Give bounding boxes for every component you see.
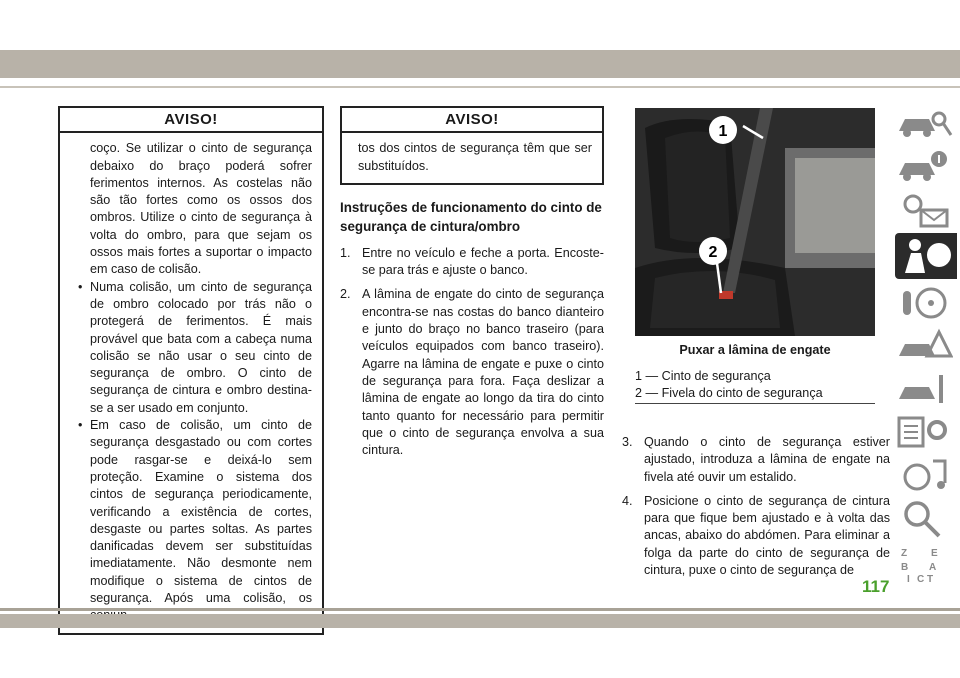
svg-text:I: I	[907, 574, 910, 585]
warning-continuation: coço. Se utilizar o cinto de segurança debaixo do braço poderá sofrer ferimentos internos. As costelas não são tão fortes como os ossos dos ombros. Utilize o cinto de segurança à volta do ombro, para que sejam os ossos mais fortes a suportar o impacto em caso de colisão.	[90, 141, 312, 277]
header-rule	[0, 86, 960, 88]
svg-text:B: B	[901, 562, 909, 573]
search-icon[interactable]	[895, 498, 953, 538]
car-key-icon[interactable]	[895, 105, 953, 145]
legend-item: 2 — Fivela do cinto de segurança	[635, 385, 823, 400]
svg-text:Z: Z	[901, 548, 908, 559]
svg-text:T: T	[927, 574, 934, 585]
step-item: 4. Posicione o cinto de segurança de cintura para que fique bem ajustado e à volta das ancas, abaixo do abdómen. Para eliminar a folga da parte do cinto de segurança de cintura, puxe o cinto de segurança de	[622, 493, 890, 578]
warning-text: tos dos cintos de segurança têm que ser substituídos.	[358, 141, 592, 173]
left-warning-box	[58, 106, 324, 635]
multimedia-icon[interactable]	[895, 455, 953, 495]
service-tools-icon[interactable]	[895, 369, 953, 409]
figure-legend	[635, 368, 875, 404]
legend-item: 1 — Cinto de segurança	[635, 369, 771, 383]
warning-bullet: • Em caso de colisão, um cinto de segurança desgastado ou com cortes pode rasgar-se e deixá-lo sem proteção. Examine o sistema dos cintos de segurança periodicamente, verificando a existência de cortes, desgaste ou partes soltas. As partes danificadas devem ser substituídas imediatamente. Não desmonte nem modifique o sistema de cintos de segurança. Após uma colisão, os	[78, 417, 312, 625]
figure-caption: Puxar a lâmina de engate	[679, 343, 831, 357]
section-heading: Instruções de funcionamento do cinto de segurança de cintura/ombro	[340, 199, 602, 234]
warning-title: AVISO!	[60, 108, 322, 133]
header-band	[0, 50, 960, 78]
svg-text:E: E	[931, 548, 938, 559]
roadside-warning-icon[interactable]	[895, 326, 953, 366]
footer-rule	[0, 608, 960, 611]
warning-light-icon[interactable]	[895, 190, 953, 230]
airbag-person-icon	[895, 233, 957, 279]
car-info-icon[interactable]	[895, 147, 953, 187]
page-number: 117	[862, 577, 890, 596]
steering-wheel-icon[interactable]	[895, 283, 953, 323]
step-item: 1. Entre no veículo e feche a porta. Encoste-se para trás e ajuste o banco.	[340, 245, 604, 278]
callout-1: 1	[718, 123, 728, 140]
mid-warning-box	[340, 106, 604, 185]
step-item: 2. A lâmina de engate do cinto de segurança encontra-se nas costas do banco dianteiro e junto do braço no banco traseiro (para veículos equipados com banco traseiro). Agarre na lâmina de engate e puxe o cinto de segurança para fora. Faça deslizar a lâmina de engate ao longo da tira do cinto tanto quanto for necessário para permitir que o cinto de segurança envolva a sua cintura.	[340, 287, 604, 458]
safety-tab-active[interactable]	[895, 233, 957, 279]
step-item: 3. Quando o cinto de segurança estiver ajustado, introduza a lâmina de engate na fivela até ouvir um estalido.	[622, 435, 890, 484]
index-tab[interactable]	[895, 546, 953, 586]
specifications-gear-icon[interactable]	[895, 412, 953, 452]
warning-title: AVISO!	[342, 108, 602, 133]
svg-text:C: C	[917, 574, 925, 585]
svg-text:A: A	[929, 562, 937, 573]
warning-bullet: • Numa colisão, um cinto de segurança de ombro colocado por trás não o protegerá de ferimentos. É mais provável que bata com a cabeça numa colisão se não usar o seu cinto de segurança de ombro. O cinto de segurança de cintura e ombro destina-se a ser usado em conjunto.	[78, 279, 312, 417]
seatbelt-photo	[635, 108, 875, 336]
footer-band	[0, 614, 960, 628]
callout-2: 2	[708, 244, 718, 261]
